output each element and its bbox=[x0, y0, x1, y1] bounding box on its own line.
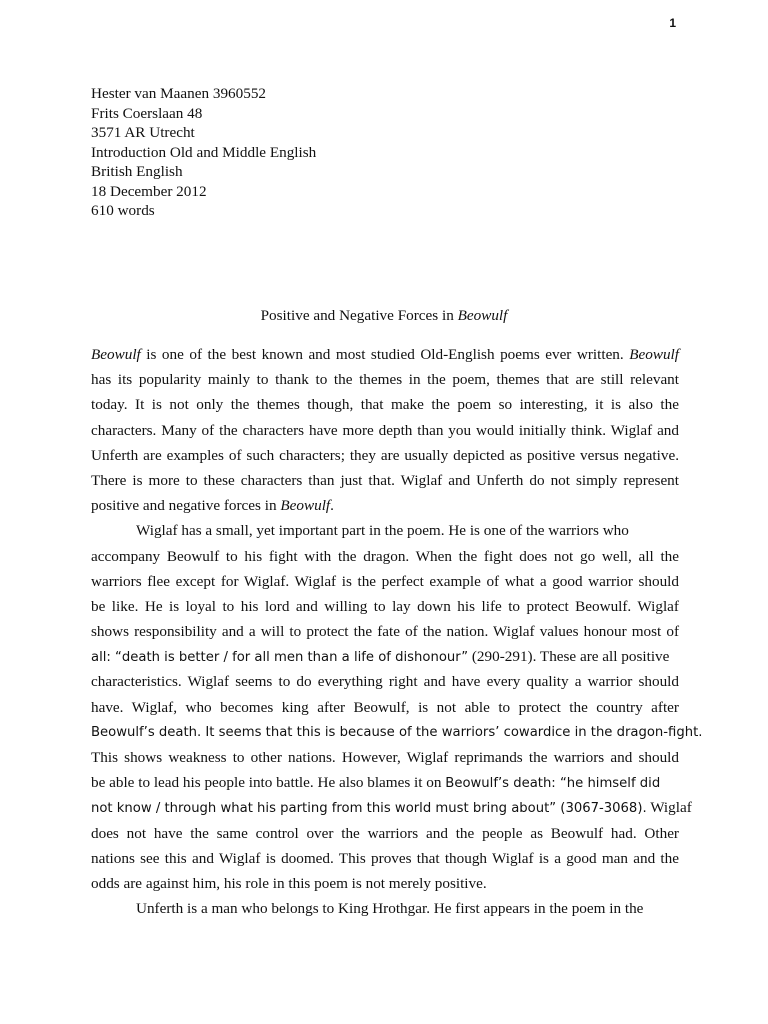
essay-body bbox=[91, 342, 703, 921]
header-course-line: Introduction Old and Middle English bbox=[91, 143, 317, 161]
paragraph-2-line-11 bbox=[91, 770, 679, 795]
paragraph-2-line-10: This shows weakness to other nations. However, Wiglaf reprimands the warriors and should bbox=[91, 749, 679, 766]
essay-title bbox=[0, 306, 768, 326]
paragraph-1-line-2: has its popularity mainly to thank to the themes in the poem, themes that are still relevant bbox=[91, 371, 679, 389]
header-date-line: 18 December 2012 bbox=[91, 182, 207, 200]
header-name-line: Hester van Maanen 3960552 bbox=[91, 85, 267, 102]
header-city-line: 3571 AR Utrecht bbox=[91, 124, 195, 141]
paragraph-1-line-1 bbox=[91, 342, 679, 367]
paragraph-2-line-5: shows responsibility and a will to protect the fate of the nation. Wiglaf values honour most of bbox=[91, 623, 679, 641]
paragraph-1-line-5: Unferth are examples of such characters; they are usually depicted as positive versus negative. bbox=[91, 446, 679, 464]
header-language-line: British English bbox=[91, 163, 183, 180]
italic-title: Beowulf bbox=[280, 497, 331, 515]
italic-title: Beowulf bbox=[629, 346, 679, 363]
paragraph-2-line-14: nations see this and Wiglaf is doomed. This proves that though Wiglaf is a good man and the bbox=[91, 849, 679, 867]
body-text-span: be able to lead his people into battle. He also blames it on bbox=[91, 774, 446, 792]
paragraph-1-line-3: today. It is not only the themes though, that make the poem so interesting, it is also the bbox=[91, 396, 679, 414]
body-text-span: is one of the best known and most studied Old-English poems ever written. bbox=[140, 346, 630, 363]
paragraph-1-line-7 bbox=[91, 493, 679, 518]
author-header bbox=[91, 84, 691, 221]
title-italic: Beowulf bbox=[457, 307, 508, 324]
paragraph-2-line-3: warriors flee except for Wiglaf. Wiglaf is the perfect example of what a good warrior should bbox=[91, 572, 679, 590]
paragraph-2-line-1: Wiglaf has a small, yet important part in the poem. He is one of the warriors who bbox=[136, 522, 629, 540]
title-text: Positive and Negative Forces in bbox=[260, 307, 458, 324]
header-address-line: Frits Coerslaan 48 bbox=[91, 104, 203, 122]
paragraph-2-line-6 bbox=[91, 644, 679, 669]
quote-text: all: “death is better / for all men than a life of dishonour” bbox=[91, 650, 469, 666]
paragraph-2-line-13: does not have the same control over the warriors and the people as Beowulf had. Other bbox=[91, 824, 679, 842]
quote-text: not know / through what his parting from this world must bring about” (3067-3068). bbox=[91, 801, 647, 817]
page-number: 1 bbox=[669, 16, 676, 30]
paragraph-2-line-2: accompany Beowulf to his fight with the dragon. When the fight does not go well, all the bbox=[91, 547, 679, 565]
paragraph-2-line-4: be like. He is loyal to his lord and willing to lay down his life to protect Beowulf. Wiglaf bbox=[91, 597, 679, 615]
paragraph-3-line-1: Unferth is a man who belongs to King Hrothgar. He first appears in the poem in the bbox=[136, 900, 644, 918]
paragraph-2-line-8: have. Wiglaf, who becomes king after Beowulf, is not able to protect the country after bbox=[91, 698, 679, 716]
paragraph-1-line-6: There is more to these characters than just that. Wiglaf and Unferth do not simply represent bbox=[91, 471, 679, 489]
paragraph-2-line-12 bbox=[91, 795, 692, 820]
italic-title: Beowulf bbox=[91, 346, 141, 363]
quote-text: Beowulf’s death: “he himself did bbox=[445, 776, 661, 792]
paragraph-2-line-7: characteristics. Wiglaf seems to do everything right and have every quality a warrior should bbox=[91, 673, 679, 691]
body-text-span: . bbox=[330, 497, 334, 515]
header-wordcount-line: 610 words bbox=[91, 202, 155, 219]
body-text-span: (290-291). These are all positive bbox=[468, 648, 670, 666]
body-text-span: positive and negative forces in bbox=[91, 497, 281, 515]
paragraph-2-line-9: Beowulf’s death. It seems that this is because of the warriors’ cowardice in the dragon-fight. bbox=[91, 724, 703, 740]
paragraph-2-line-15: odds are against him, his role in this poem is not merely positive. bbox=[91, 874, 487, 892]
paragraph-1-line-4: characters. Many of the characters have more depth than you would initially think. Wiglaf and bbox=[91, 421, 679, 439]
body-text-span: Wiglaf bbox=[646, 799, 692, 817]
